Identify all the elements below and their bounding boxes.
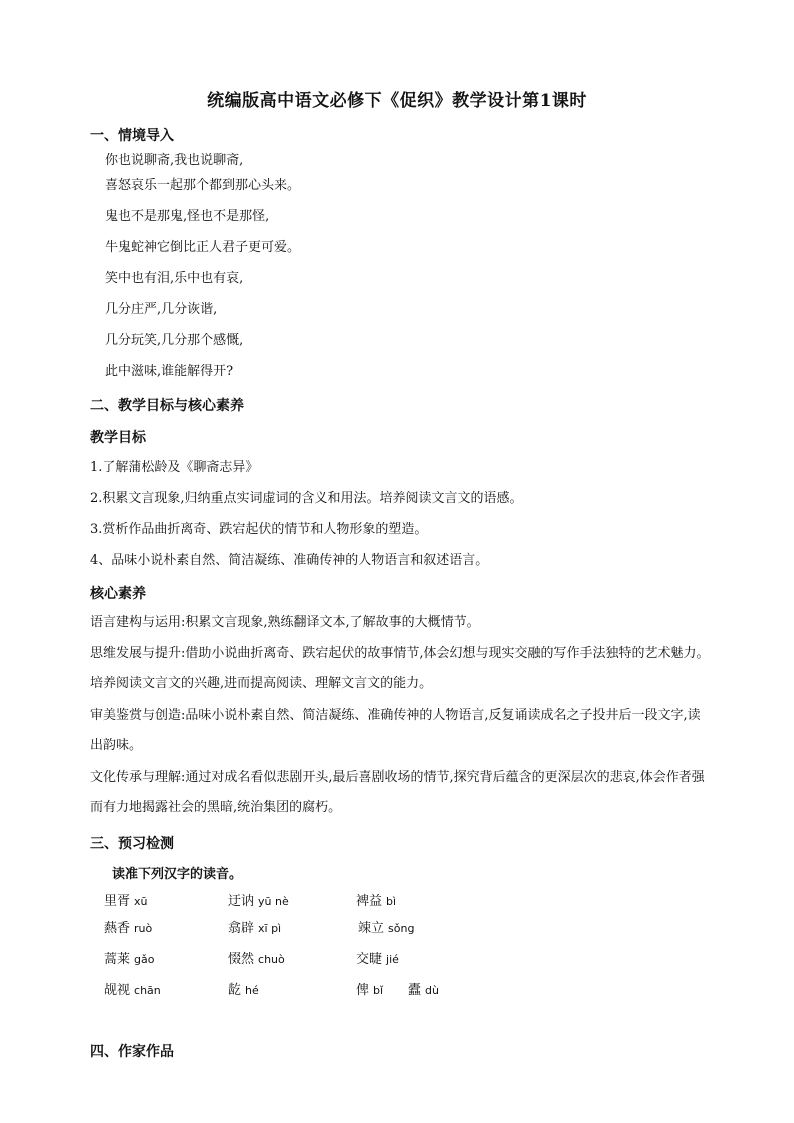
poem-line: 笑中也有泪,乐中也有哀, <box>105 271 244 286</box>
pronunciation-item: 翕辟 xī pì <box>228 921 282 936</box>
pronunciation-item: 觇视 chān <box>104 983 161 998</box>
subheading-teaching-goals: 教学目标 <box>90 430 146 446</box>
core-paragraph: 文化传承与理解:通过对成名看似悲剧开头,最后喜剧收场的情节,探究背后蕴含的更深层次的悲哀,体会作者强而有力地揭露社会的黑暗,统治集团的腐朽。 <box>90 770 705 815</box>
poem-line: 你也说聊斋,我也说聊斋, <box>105 153 244 168</box>
goal-item: 2.积累文言现象,归纳重点实词虚词的含义和用法。培养阅读文言文的语感。 <box>90 491 523 506</box>
section-heading-goals: 二、教学目标与核心素养 <box>90 398 244 414</box>
core-paragraph: 语言建构与运用:积累文言现象,熟练翻译文本,了解故事的大概情节。 <box>90 615 480 630</box>
preview-instruction: 读准下列汉字的读音。 <box>112 867 243 882</box>
section-heading-intro: 一、情境导入 <box>90 128 174 144</box>
section-heading-author: 四、作家作品 <box>90 1044 174 1060</box>
poem-line: 鬼也不是那鬼,怪也不是那怪, <box>105 209 270 224</box>
pronunciation-item: 俾 bǐ <box>356 983 384 998</box>
poem-line: 此中滋味,谁能解得开? <box>105 364 234 379</box>
pronunciation-item: 龁 hé <box>228 983 259 998</box>
goal-item: 1.了解蒲松龄及《聊斋志异》 <box>90 460 259 475</box>
pronunciation-item: 蒿莱 gǎo <box>104 952 155 967</box>
pronunciation-item: 迂讷 yū nè <box>228 894 289 909</box>
goal-item: 4、品味小说朴素自然、简洁凝练、准确传神的人物语言和叙述语言。 <box>90 553 489 568</box>
core-paragraph: 思维发展与提升:借助小说曲折离奇、跌宕起伏的故事情节,体会幻想与现实交融的写作手法独特的艺术魅力。培养阅读文言文的兴趣,进而提高阅读、理解文言文的能力。 <box>90 646 710 691</box>
poem-line: 几分庄严,几分诙谐, <box>105 302 218 317</box>
poem-line: 牛鬼蛇神它倒比正人君子更可爱。 <box>105 240 301 255</box>
poem-line: 喜怒哀乐一起那个都到那心头来。 <box>105 178 301 193</box>
pronunciation-item: 竦立 sǒng <box>358 921 415 936</box>
pronunciation-item: 爇香 ruò <box>104 921 153 936</box>
subheading-core-literacy: 核心素养 <box>90 586 146 602</box>
pronunciation-item: 裨益 bì <box>356 894 397 909</box>
pronunciation-item: 里胥 xū <box>104 894 148 909</box>
pronunciation-item: 交睫 jié <box>356 952 399 967</box>
goal-item: 3.赏析作品曲折离奇、跌宕起伏的情节和人物形象的塑造。 <box>90 522 428 537</box>
poem-line: 几分玩笑,几分那个感慨, <box>105 333 244 348</box>
pronunciation-item: 惙然 chuò <box>228 952 285 967</box>
core-paragraph: 审美鉴赏与创造:品味小说朴素自然、简洁凝练、准确传神的人物语言,反复诵读成名之子投井后一段文字,读出韵味。 <box>90 708 701 753</box>
section-heading-preview: 三、预习检测 <box>90 836 174 852</box>
pronunciation-item: 蠹 dù <box>408 983 439 998</box>
page-title: 统编版高中语文必修下《促织》教学设计第1课时 <box>207 91 587 111</box>
